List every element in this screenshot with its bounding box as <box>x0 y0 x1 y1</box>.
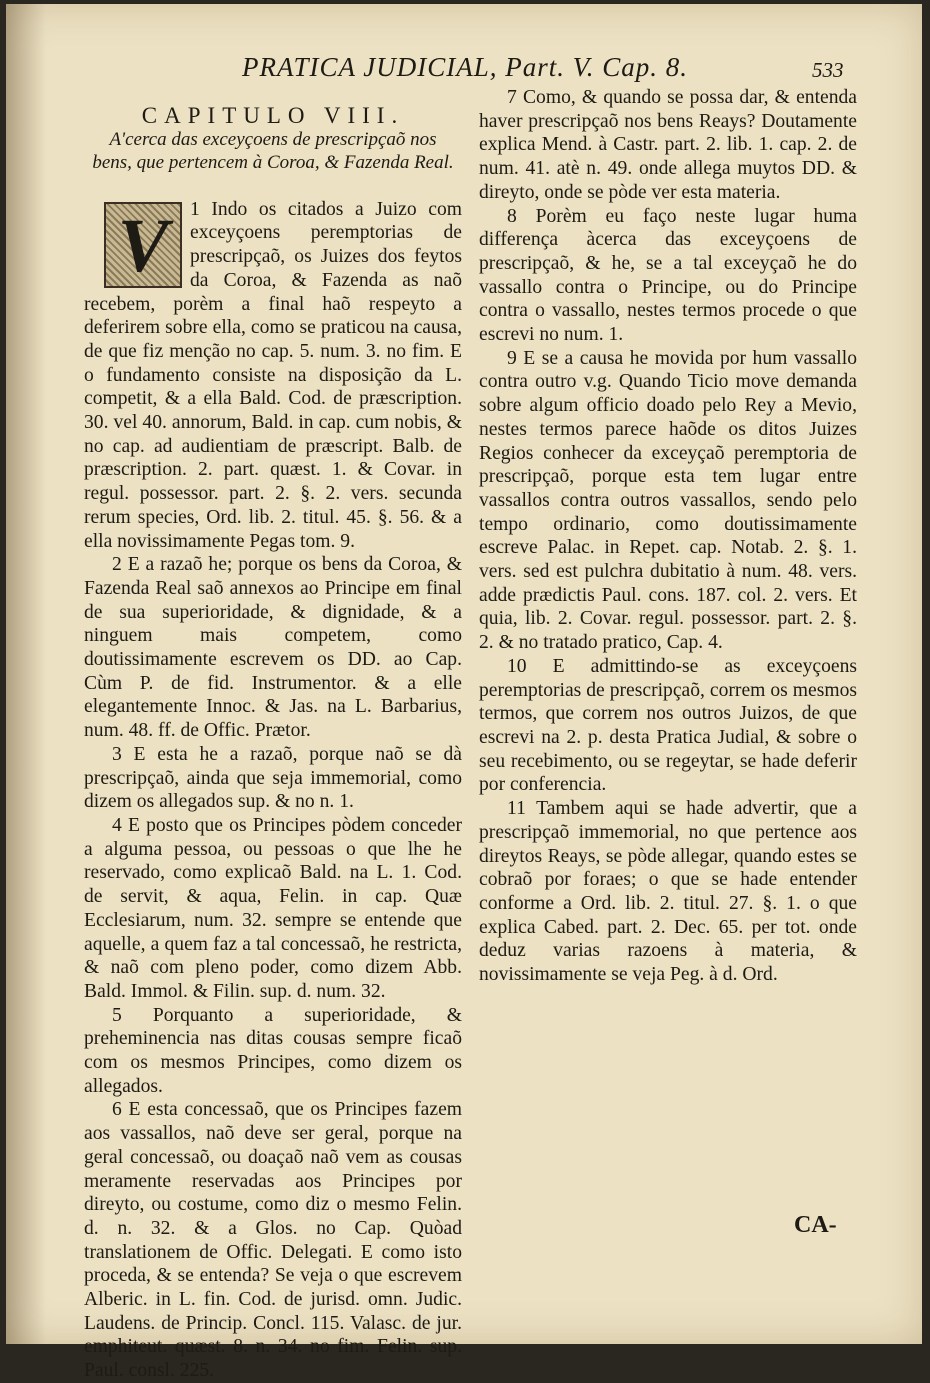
paragraph-number: 2 <box>112 554 122 576</box>
page-number: 533 <box>812 58 844 82</box>
dropcap-letter: V <box>117 203 169 288</box>
book-page <box>6 4 922 1382</box>
paragraph-number: 9 <box>507 347 517 369</box>
paragraph-text: Como, & quando se possa dar, & entenda haver prescripçaõ nos bens Reays? Doutamente explica Mend. à Castr. part. 2. lib. 1. cap. 2. de num. 41. atè n. 49. onde allega muytos DD. & direyto, onde se pòde ver esta materia. <box>479 87 857 203</box>
paragraph-text: Porèm eu faço neste lugar huma differença àcerca das exceyçoens de prescripçaõ, & he, se a tal exceyçaõ he do vassallo contra o Principe, ou do Principe contra o vassallo, nestes termos procede o que escrevi no num. 1. <box>479 205 857 346</box>
decorated-initial-icon <box>104 202 182 288</box>
paragraph-2 <box>84 553 462 743</box>
paragraph-number: 4 <box>112 814 122 836</box>
right-column <box>479 86 857 987</box>
paragraph-text: E posto que os Principes pòdem conceder a alguma pessoa, ou pessoas o que lhe he reservado, como explicaõ Bald. na L. 1. Cod. de servit, & aqua, Felin. in cap. Quæ Ecclesiarum, num. 32. sempre se entende que aquelle, a quem faz a tal concessaõ, he restricta, & naõ com pleno poder, como dizem Abb. Bald. Immol. & Filin. sup. d. num. 32. <box>84 814 463 1002</box>
paragraph-number: 5 <box>112 1004 122 1026</box>
paragraph-text: Porquanto a superioridade, & preheminencia nas ditas cousas sempre ficaõ com os mesmos Principes, como dizem os allegados. <box>84 1004 462 1097</box>
paragraph-7 <box>479 86 857 205</box>
paragraph-4 <box>84 814 462 1004</box>
paragraph-text: E admittindo-se as exceyçoens peremptorias de prescripçaõ, correm os mesmos termos, que correm nos outros Juizos, de que escrevi na 2. p. desta Pratica Judial, & sobre o seu recebimento, ou se regeytar, se hade deferir por conferencia. <box>479 655 857 796</box>
paragraph-number: 11 <box>507 798 526 820</box>
paragraph-text: E esta he a razaõ, porque naõ se dà prescripçaõ, ainda que seja immemorial, como dizem os allegados sup. & no n. 1. <box>84 743 462 813</box>
paragraph-text: E a razaõ he; porque os bens da Coroa, & Fazenda Real saõ annexos ao Principe em final de sua superioridade, & dignidade, & a ninguem mais competem, como doutissimamente escrevem os DD. ao Cap. Cùm P. de fid. Instrumentor. & a elle elegantemente Innoc. & Jas. na L. Barbarius, num. 48. ff. de Offic. Prætor. <box>84 554 462 742</box>
paragraph-9 <box>479 347 857 655</box>
paragraph-number: 10 <box>507 655 527 677</box>
catchword: CA- <box>794 1212 837 1238</box>
paragraph-number: 7 <box>507 87 517 108</box>
paragraph-10 <box>479 655 857 797</box>
paragraph-number: 8 <box>507 205 517 227</box>
paragraph-3 <box>84 743 462 814</box>
left-column <box>84 80 462 1383</box>
paragraph-text: Indo os citados a Juizo com exceyçoens peremptorias de prescripçaõ, os Juizes dos feytos da Coroa, & Fazenda as naõ recebem, porèm a final haõ respeyto a deferirem sobre ella, como se praticou na causa, de que fiz menção no cap. 5. num. 3. no fim. E o fundamento consiste na disposição da L. competit, & a ella Bald. Cod. de præscription. 30. vel 40. annorum, Bald. in cap. cum nobis, & no cap. ad audientiam de præscript. Balb. de præscription. 2. part. quæst. 1. & Covar. in regul. possessor. part. 2. §. 2. vers. secunda rerum species, Ord. lib. 2. titul. 45. §. 56. & a ella novissimamente Pegas tom. 9. <box>84 198 462 552</box>
chapter-subtitle: A'cerca das exceyçoens de prescripçaõ nos bens, que pertencem à Coroa, & Fazenda Real. <box>92 128 454 173</box>
paragraph-number: 6 <box>112 1099 122 1121</box>
running-head: PRATICA JUDICIAL, Part. V. Cap. 8. <box>242 52 689 82</box>
paragraph-1 <box>84 198 462 554</box>
paragraph-text: Tambem aqui se hade advertir, que a prescripçaõ immemorial, no que pertence aos direytos Reays, se pòde allegar, quando estes se cobraõ por foraes; o que se hade entender conforme a Ord. lib. 2. titul. 27. §. 1. o que explica Cabed. part. 2. Dec. 65. per tot. onde deduz varias razoens à materia, & novissimamente se veja Peg. à d. Ord. <box>479 798 858 986</box>
page-fold-shadow <box>6 4 46 1344</box>
paragraph-number: 1 <box>190 198 200 220</box>
paragraph-number: 3 <box>112 743 122 765</box>
paragraph-5 <box>84 1004 462 1099</box>
paragraph-text: E esta concessaõ, que os Principes fazem aos vassallos, naõ deve ser geral, porque na geral concessaõ, ou doaçaõ naõ vem as cousas meramente reservadas aos Principes por direyto, ou costume, como diz o mesmo Felin. d. n. 32. & a Glos. no Cap. Quòad translationem de Offic. Delegati. E como isto proceda, & se entenda? Se veja o que escrevem Alberic. in L. fin. Cod. de jurisd. omn. Judic. Laudens. de Princip. Concl. 115. Valasc. de jur. emphiteut. quæst. 8. n. 34. no fim. Felin. sup. Paul. consl. 225. <box>84 1099 463 1382</box>
paragraph-8 <box>479 205 857 347</box>
paragraph-6 <box>84 1098 462 1382</box>
paragraph-text: E se a causa he movida por hum vassallo contra outro v.g. Quando Ticio move demanda sobre algum officio doado pelo Rey a Mevio, nestes termos parece haõde os ditos Juizes Regios conhecer da exceyçaõ peremptoria de prescripçaõ, porque esta tem lugar entre vassallos contra outros vassallos, sendo pelo tempo ordinario, como doutissimamente escreve Palac. in Repet. cap. Notab. 2. §. 1. vers. sed est pulchra dubitatio à num. 48. vers. adde prædictis Paul. cons. 187. col. 2. vers. Et quia, lib. 2. Covar. regul. possessor. part. 2. §. 2. & no tratado pratico, Cap. 4. <box>479 347 857 654</box>
chapter-title: CAPITULO VIII. <box>141 103 405 128</box>
paragraph-11 <box>479 797 857 987</box>
